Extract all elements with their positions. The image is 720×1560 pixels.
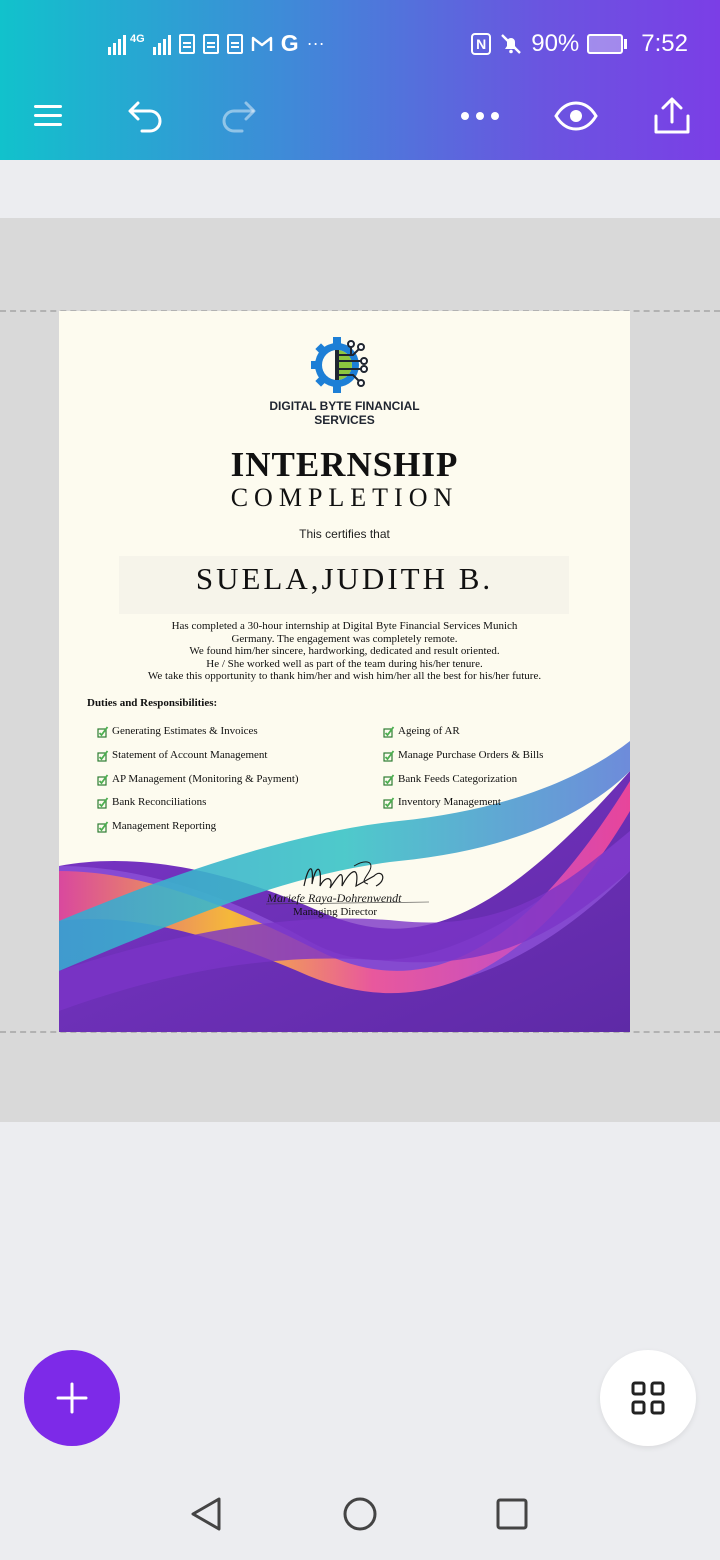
network-type: 4G [130, 32, 145, 45]
more-icon [460, 111, 500, 121]
checkbox-tick-icon [97, 821, 108, 832]
more-notifications: ··· [306, 33, 325, 53]
battery-icon [587, 34, 627, 54]
add-element-button[interactable] [24, 1350, 120, 1446]
top-app-bar [0, 0, 720, 160]
certificate-body [59, 620, 630, 683]
editor-toolbar [0, 80, 720, 144]
undo-icon [126, 99, 166, 133]
checkbox-tick-icon [97, 726, 108, 737]
status-left [108, 30, 325, 57]
status-bar [0, 0, 720, 90]
google-icon: G [280, 30, 299, 56]
signatory-name: Mariefe Raya-Dohrenwendt [267, 891, 402, 905]
preview-eye-icon [554, 101, 598, 131]
duty-label: Bank Reconciliations [112, 796, 207, 808]
recipient-name: SUELA,JUDITH B. [195, 561, 494, 596]
home-button[interactable] [338, 1492, 382, 1536]
redo-icon [218, 99, 258, 133]
checkbox-tick-icon [97, 797, 108, 808]
checkbox-tick-icon [383, 726, 394, 737]
redo-button[interactable] [210, 88, 266, 144]
system-nav-bar [0, 1470, 720, 1560]
share-button[interactable] [644, 88, 700, 144]
checkbox-tick-icon [383, 750, 394, 761]
gmail-icon [251, 35, 273, 53]
home-circle-icon [342, 1496, 378, 1532]
recents-button[interactable] [490, 1492, 534, 1536]
duty-label: Generating Estimates & Invoices [112, 725, 258, 737]
duty-item [383, 725, 460, 737]
certificate-title: INTERNSHIP [230, 445, 459, 484]
back-button[interactable] [184, 1492, 228, 1536]
certificate-page[interactable] [59, 311, 630, 1032]
battery-percent: 90% [531, 30, 580, 57]
duty-label: AP Management (Monitoring & Payment) [112, 773, 299, 785]
checkbox-tick-icon [97, 774, 108, 785]
preview-button[interactable] [548, 88, 604, 144]
duties-heading: Duties and Responsibilities: [87, 697, 218, 709]
clock: 7:52 [641, 30, 688, 57]
checkbox-tick-icon [383, 797, 394, 808]
mute-icon [499, 32, 523, 56]
body-line: Germany. The engagement was completely remote. [231, 632, 458, 645]
duty-item [97, 796, 206, 808]
doc-icon-2 [203, 34, 219, 54]
plus-icon [54, 1380, 90, 1416]
undo-button[interactable] [118, 88, 174, 144]
nfc-icon: N [471, 33, 491, 55]
share-icon [653, 96, 691, 136]
duty-item [383, 773, 517, 785]
menu-icon [34, 105, 62, 127]
duty-label: Statement of Account Management [112, 749, 268, 761]
more-button[interactable] [452, 88, 508, 144]
company-name-line2: SERVICES [314, 413, 375, 427]
doc-icon [179, 34, 195, 54]
duty-label: Bank Feeds Categorization [398, 773, 518, 785]
body-line: Has completed a 30-hour internship at Digital Byte Financial Services Munich [171, 620, 518, 632]
menu-button[interactable] [20, 88, 76, 144]
certifies-text: This certifies that [299, 527, 390, 541]
recents-square-icon [495, 1497, 529, 1531]
body-line: We take this opportunity to thank him/her and wish him/her all the best for his/her future. [147, 670, 542, 683]
duty-label: Management Reporting [112, 820, 217, 832]
grid-icon [631, 1381, 665, 1415]
signal-icon [108, 33, 126, 55]
doc-icon-3 [227, 34, 243, 54]
duty-item [383, 749, 543, 761]
certificate-subtitle: COMPLETION [230, 483, 459, 512]
duty-label: Inventory Management [398, 796, 501, 808]
signatory-title: Managing Director [293, 906, 377, 918]
pages-grid-button[interactable] [600, 1350, 696, 1446]
duty-item [97, 725, 258, 737]
body-line: He / She worked well as part of the team during his/her tenure. [206, 657, 483, 670]
duty-label: Ageing of AR [398, 725, 460, 737]
checkbox-tick-icon [383, 774, 394, 785]
duty-item [383, 796, 501, 808]
body-line: We found him/her sincere, hardworking, dedicated and result oriented. [189, 645, 500, 658]
company-name-line1: DIGITAL BYTE FINANCIAL [269, 399, 420, 413]
duty-item [97, 820, 216, 832]
duty-item [97, 773, 299, 785]
duty-label: Manage Purchase Orders & Bills [398, 749, 544, 761]
status-right [471, 30, 688, 58]
company-logo [311, 333, 381, 397]
signal-icon-2 [153, 33, 171, 55]
back-triangle-icon [189, 1496, 223, 1532]
duty-item [97, 749, 267, 761]
checkbox-tick-icon [97, 750, 108, 761]
